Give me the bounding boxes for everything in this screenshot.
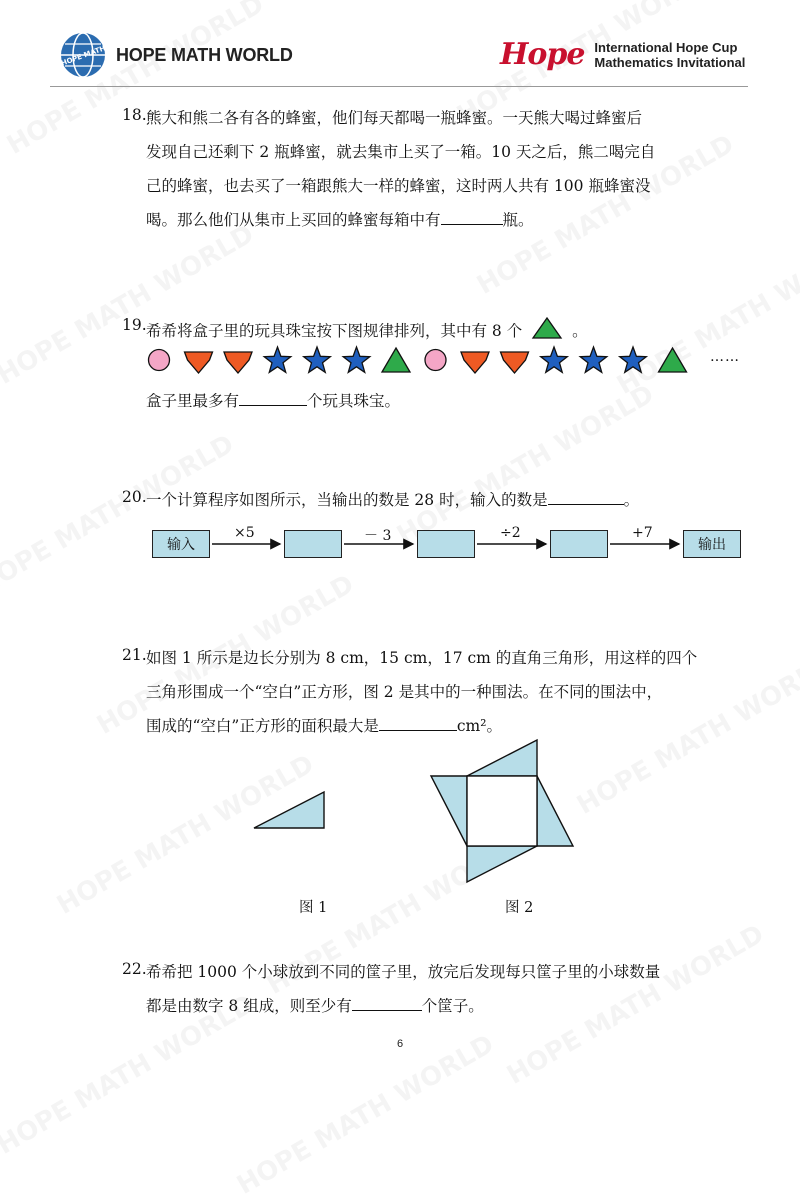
question-text-line xyxy=(146,714,502,736)
answer-blank[interactable] xyxy=(548,490,624,505)
circle-jewel-icon xyxy=(425,350,446,371)
triangle-icon xyxy=(531,316,563,340)
question-number: 20. xyxy=(122,488,147,506)
star-jewel-icon xyxy=(343,347,370,372)
figure-1-triangle xyxy=(250,788,330,834)
operation-label: +7 xyxy=(632,525,653,541)
question-text-line: 己的蜂蜜，也去买了一箱跟熊大一样的蜂蜜，这时两人共有 100 瓶蜂蜜没 xyxy=(146,177,651,195)
watermark xyxy=(0,429,239,601)
watermark xyxy=(2,0,269,161)
figure-2-square-arrangement xyxy=(425,735,580,887)
star-jewel-icon xyxy=(620,347,647,372)
question-text: cm²。 xyxy=(456,717,502,735)
header-divider xyxy=(50,86,748,87)
question-text: 围成的“空白”正方形的面积最大是 xyxy=(146,717,379,735)
question-text: 。 xyxy=(572,322,588,340)
answer-blank[interactable] xyxy=(352,996,422,1011)
gem-jewel-icon xyxy=(501,352,529,373)
triangle-jewel-icon xyxy=(659,348,687,372)
question-number: 22. xyxy=(122,960,147,978)
question-number: 21. xyxy=(122,646,147,664)
circle-jewel-icon xyxy=(149,350,170,371)
answer-blank[interactable] xyxy=(239,391,307,406)
gem-jewel-icon xyxy=(461,352,489,373)
triangle-jewel-icon xyxy=(382,348,410,372)
operation-label: ÷2 xyxy=(500,525,521,541)
watermark xyxy=(502,919,769,1091)
question-text-line xyxy=(146,316,588,341)
svg-text:HOPE MATH: HOPE MATH xyxy=(60,44,107,68)
answer-blank[interactable] xyxy=(441,210,503,225)
competition-name-line2: Mathematics Invitational xyxy=(594,54,746,70)
question-text-line xyxy=(146,994,484,1016)
question-text-line xyxy=(146,389,400,411)
answer-blank[interactable] xyxy=(379,716,457,731)
question-text: 一个计算程序如图所示，当输出的数是 28 时，输入的数是 xyxy=(146,491,548,509)
competition-name-line1: International Hope Cup xyxy=(594,39,738,55)
question-text: 喝。那么他们从集市上买回的蜂蜜每箱中有 xyxy=(146,211,441,229)
question-text-line: 熊大和熊二各有各的蜂蜜，他们每天都喝一瓶蜂蜜。一天熊大喝过蜂蜜后 xyxy=(146,109,643,127)
figure-2-caption: 图 2 xyxy=(505,900,534,916)
question-text: 个筐子。 xyxy=(421,997,484,1015)
question-text-line: 三角形围成一个“空白”正方形，图 2 是其中的一种围法。在不同的围法中， xyxy=(146,683,663,701)
question-text-line: 希希把 1000 个小球放到不同的筐子里，放完后发现每只筐子里的小球数量 xyxy=(146,963,661,981)
input-box: 输入 xyxy=(152,530,210,558)
operation-label: － 3 xyxy=(364,528,392,544)
question-text-line xyxy=(146,488,639,510)
question-text: 盒子里最多有 xyxy=(146,392,240,410)
gem-jewel-icon xyxy=(185,352,213,373)
question-text: 个玩具珠宝。 xyxy=(307,392,401,410)
watermark xyxy=(572,649,800,821)
globe-icon xyxy=(58,30,108,80)
hope-cup-logo xyxy=(500,37,745,72)
sequence-ellipsis: …… xyxy=(710,349,740,365)
page-number: 6 xyxy=(396,1038,404,1050)
question-text-line xyxy=(146,208,534,230)
question-number: 19. xyxy=(122,316,147,334)
brand-name: HOPE MATH WORLD xyxy=(116,44,293,65)
hope-logo-mark: Hope xyxy=(500,37,585,72)
question-text-line: 发现自己还剩下 2 瓶蜂蜜，就去集市上买了一箱。10 天之后，熊二喝完自 xyxy=(146,143,656,161)
question-number: 18. xyxy=(122,106,147,124)
operation-label: ×5 xyxy=(234,525,255,541)
star-jewel-icon xyxy=(541,347,568,372)
flow-arrows xyxy=(0,520,800,570)
star-jewel-icon xyxy=(580,347,607,372)
figure-1-caption: 图 1 xyxy=(299,900,328,916)
hope-math-world-logo xyxy=(58,30,293,80)
output-box: 输出 xyxy=(683,530,741,558)
gem-jewel-icon xyxy=(224,352,252,373)
question-text: 瓶。 xyxy=(502,211,534,229)
star-jewel-icon xyxy=(264,347,291,372)
question-text-line: 如图 1 所示是边长分别为 8 cm，15 cm，17 cm 的直角三角形，用这样的四个 xyxy=(146,649,698,667)
star-jewel-icon xyxy=(304,347,331,372)
question-text: 。 xyxy=(623,491,640,509)
watermark xyxy=(232,1029,499,1201)
question-text: 希希将盒子里的玩具珠宝按下图规律排列，其中有 8 个 xyxy=(146,322,523,340)
watermark xyxy=(52,749,319,921)
jewel-sequence xyxy=(145,344,705,376)
question-text: 都是由数字 8 组成，则至少有 xyxy=(146,997,352,1015)
